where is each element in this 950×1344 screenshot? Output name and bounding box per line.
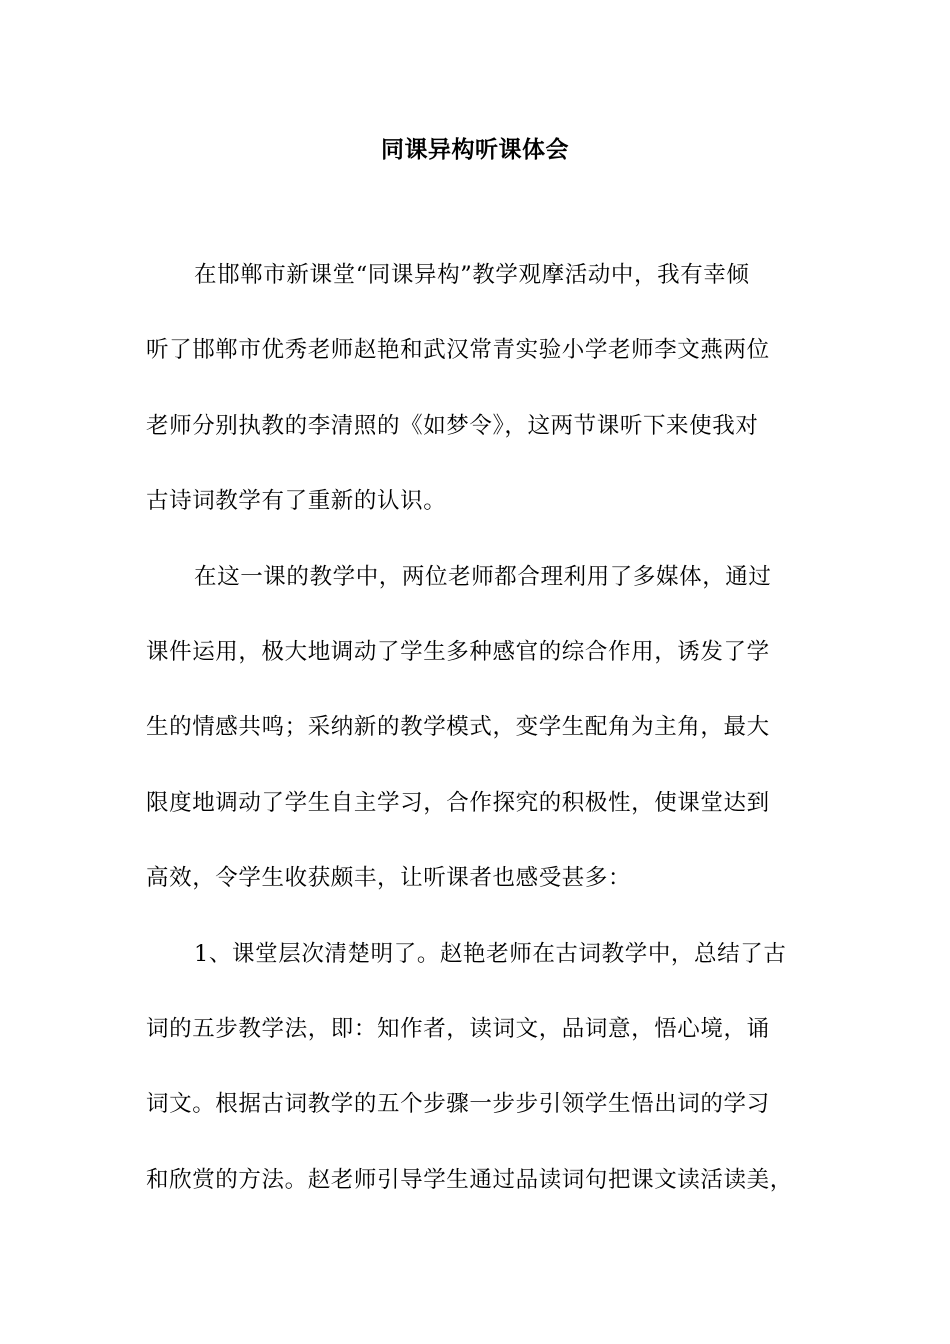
paragraph-1-line-2: 听了邯郸市优秀老师赵艳和武汉常青实验小学老师李文燕两位 bbox=[146, 337, 770, 364]
paragraph-3-line-4: 和欣赏的方法。赵老师引导学生通过品读词句把课文读活读美， bbox=[146, 1166, 793, 1193]
paragraph-3-line-1: 1、课堂层次清楚明了。赵艳老师在古词教学中，总结了古 bbox=[194, 940, 787, 967]
document-body bbox=[146, 258, 826, 1238]
paragraph-2-line-5: 高效，令学生收获颇丰，让听课者也感受甚多： bbox=[146, 865, 632, 892]
paragraph-1-line-1: 在邯郸市新课堂“同课异构”教学观摩活动中，我有幸倾 bbox=[194, 262, 750, 288]
paragraph-3-line-2: 词的五步教学法，即：知作者，读词文，品词意，悟心境，诵 bbox=[146, 1015, 770, 1042]
document-title: 同课异构听课体会 bbox=[381, 137, 569, 163]
paragraph-2-line-3: 生的情感共鸣；采纳新的教学模式，变学生配角为主角，最大 bbox=[146, 714, 770, 741]
paragraph-2-line-2: 课件运用，极大地调动了学生多种感官的综合作用，诱发了学 bbox=[146, 638, 770, 665]
paragraph-2-line-4: 限度地调动了学生自主学习，合作探究的积极性，使课堂达到 bbox=[146, 789, 770, 816]
paragraph-1-line-3: 老师分别执教的李清照的《如梦令》，这两节课听下来使我对 bbox=[146, 412, 759, 439]
paragraph-2-line-1: 在这一课的教学中，两位老师都合理利用了多媒体，通过 bbox=[194, 563, 772, 590]
paragraph-1-line-4: 古诗词教学有了重新的认识。 bbox=[146, 488, 447, 515]
paragraph-3-line-3: 词文。根据古词教学的五个步骤一步步引领学生悟出词的学习 bbox=[146, 1091, 770, 1118]
